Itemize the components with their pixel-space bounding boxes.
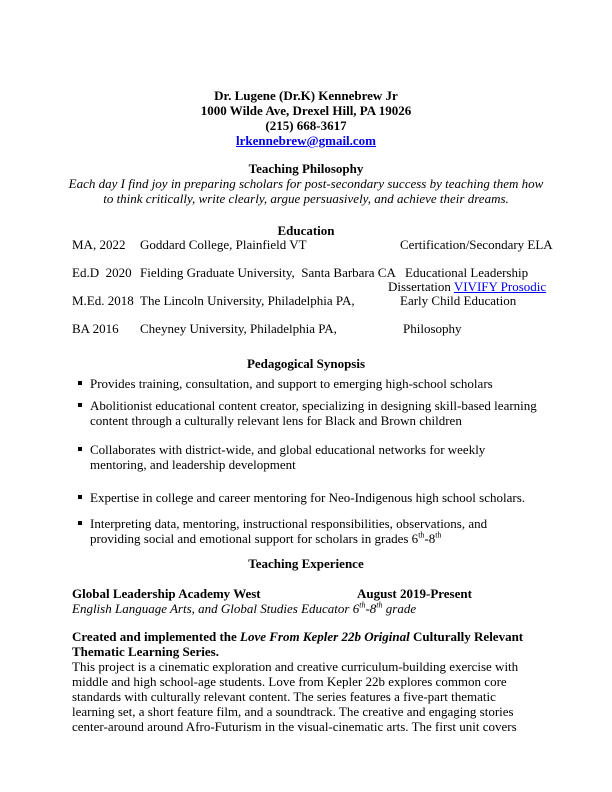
philosophy-statement: Each day I find joy in preparing scholars for post-secondary success by teaching them how to think critically, write clearly, argue persuasively, and achieve their dreams. bbox=[68, 176, 544, 206]
section-heading-teaching-experience: Teaching Experience bbox=[248, 556, 364, 571]
bullet-square-icon bbox=[72, 398, 90, 428]
degree-detail: Philosophy bbox=[403, 321, 462, 336]
job-header-row bbox=[72, 586, 540, 601]
superscript-th: th bbox=[359, 600, 366, 610]
bullet-text: Interpreting data, mentoring, instructional responsibilities, observations, and providing social and emotional support for scholars in grades 6th-8th bbox=[90, 516, 488, 546]
employer-name: Global Leadership Academy West bbox=[72, 586, 261, 601]
superscript-th: th bbox=[376, 600, 383, 610]
bullet-square-icon bbox=[72, 490, 90, 505]
institution: Fielding Graduate University, Santa Barbara CA bbox=[140, 265, 396, 280]
dissertation-link[interactable]: VIVIFY Prosodic bbox=[453, 279, 547, 294]
degree: MA, 2022 bbox=[72, 237, 126, 252]
institution: Cheyney University, Philadelphia PA, bbox=[140, 321, 337, 336]
education-row-edd bbox=[72, 265, 547, 294]
contact-address: 1000 Wilde Ave, Drexel Hill, PA 19026 bbox=[200, 103, 412, 118]
bullet-text: Abolitionist educational content creator, specializing in designing skill-based learning content through a culturally relevant lens for Black and Brown children bbox=[90, 398, 537, 428]
bullet-text: Collaborates with district-wide, and global educational networks for weekly mentoring, and leadership development bbox=[90, 442, 486, 472]
synopsis-bullet-5 bbox=[72, 516, 540, 546]
project-series-name: Love From Kepler 22b Original bbox=[240, 629, 410, 644]
synopsis-bullet-3 bbox=[72, 442, 540, 472]
synopsis-bullet-1 bbox=[72, 376, 540, 391]
synopsis-bullet-2 bbox=[72, 398, 540, 428]
degree: BA 2016 bbox=[72, 321, 119, 336]
dissertation-label: Dissertation bbox=[388, 279, 454, 294]
education-row-ba bbox=[72, 322, 540, 336]
bullet-square-icon bbox=[72, 516, 90, 546]
degree: M.Ed. 2018 bbox=[72, 293, 134, 308]
degree: Ed.D 2020 bbox=[72, 265, 132, 280]
spacer bbox=[72, 252, 540, 266]
bullet-square-icon bbox=[72, 376, 90, 391]
project-title: Created and implemented the Love From Kepler 22b Original Culturally Relevant Thematic Learning Series. bbox=[72, 629, 524, 659]
degree-detail-line1: Educational Leadership bbox=[405, 265, 529, 280]
bullet-text: Provides training, consultation, and support to emerging high-school scholars bbox=[90, 376, 493, 391]
degree-detail: Early Child Education bbox=[400, 293, 517, 308]
project-description: This project is a cinematic exploration and creative curriculum-building exercise with middle and high school-age students. Love from Kepler 22b explores common core standards with culturally relevant content. The series features a five-part thematic learning set, a short feature film, and a soundtrack. The creative and engaging stories center-around around Afro-Futurism in the visual-cinematic arts. The first unit covers bbox=[72, 659, 519, 734]
job-role: English Language Arts, and Global Studies Educator 6th-8th grade bbox=[72, 600, 417, 616]
contact-header bbox=[72, 88, 540, 148]
degree-detail bbox=[388, 265, 547, 294]
synopsis-bullet-4 bbox=[72, 490, 540, 505]
education-row-med bbox=[72, 294, 540, 308]
degree-detail: Certification/Secondary ELA bbox=[400, 237, 553, 252]
contact-name: Dr. Lugene (Dr.K) Kennebrew Jr bbox=[214, 88, 398, 103]
superscript-th: th bbox=[435, 530, 442, 540]
employment-dates: August 2019-Present bbox=[357, 586, 472, 601]
institution: Goddard College, Plainfield VT bbox=[140, 237, 307, 252]
superscript-th: th bbox=[418, 530, 425, 540]
degree-detail-line2 bbox=[388, 280, 546, 294]
spacer bbox=[72, 308, 540, 322]
education-row-ma bbox=[72, 237, 553, 252]
bullet-text: Expertise in college and career mentoring for Neo-Indigenous high school scholars. bbox=[90, 490, 525, 505]
contact-email-link[interactable]: lrkennebrew@gmail.com bbox=[235, 133, 377, 148]
section-heading-pedagogical-synopsis: Pedagogical Synopsis bbox=[246, 356, 366, 371]
section-heading-education: Education bbox=[277, 223, 335, 238]
bullet-square-icon bbox=[72, 442, 90, 472]
institution: The Lincoln University, Philadelphia PA, bbox=[140, 293, 355, 308]
contact-phone: (215) 668-3617 bbox=[265, 118, 347, 133]
section-heading-teaching-philosophy: Teaching Philosophy bbox=[248, 161, 364, 176]
